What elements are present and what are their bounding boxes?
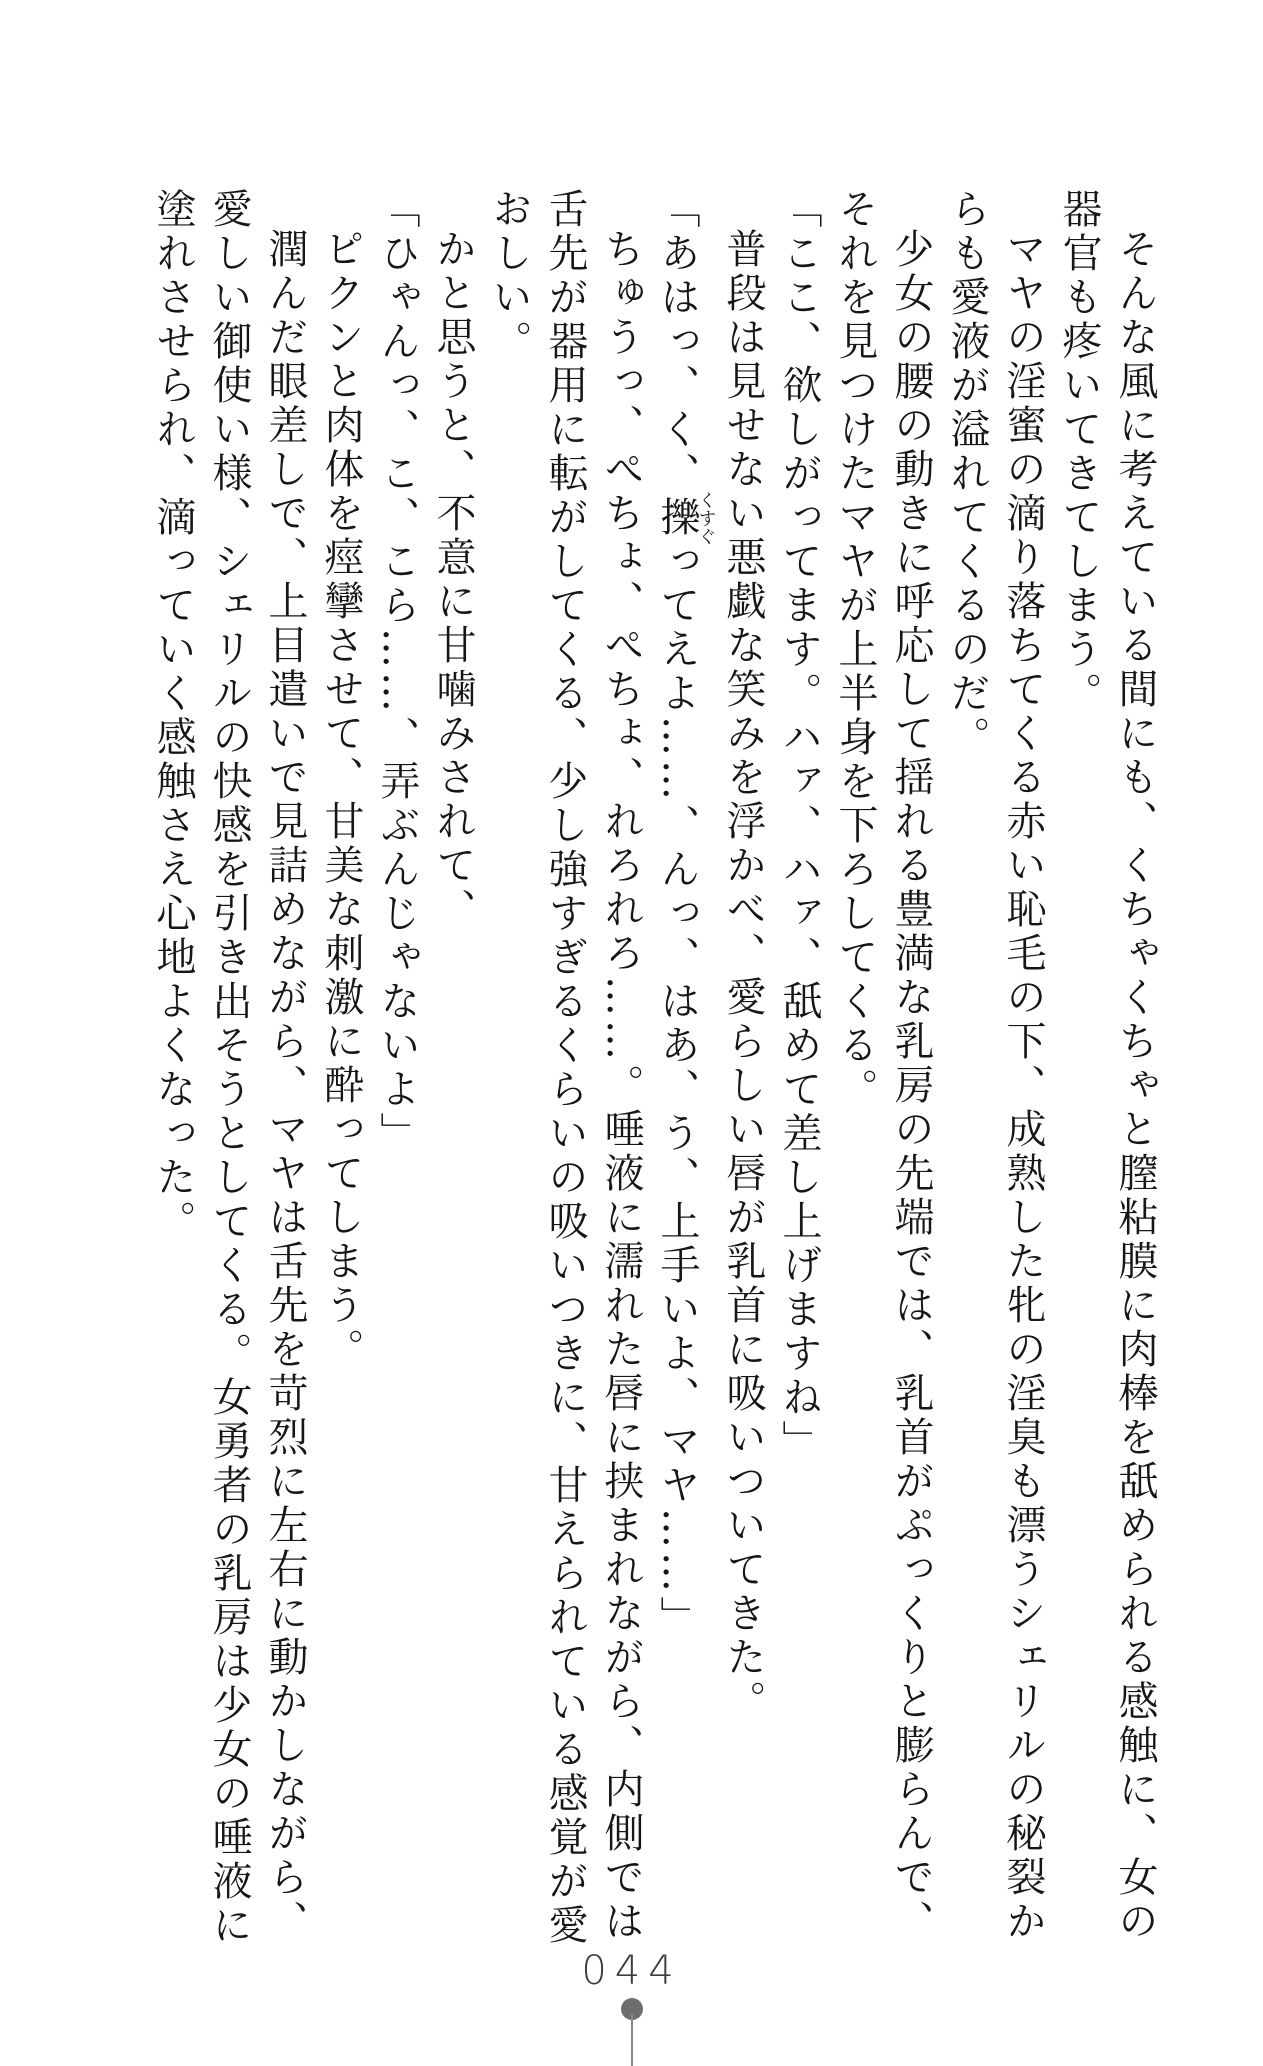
- paragraph-7: ちゅうっ、ぺちょ、ぺちょ、れろれろ……。唾液に濡れた唇に挟まれながら、内側では舌先が器用に転がしてくる、少し強すぎるくらいの吸いつきに、甘えられている感覚が愛おしい。: [486, 188, 644, 1948]
- paragraph-10: ピクンと肉体を痙攣させて、甘美な刺激に酔ってしまう。: [318, 228, 364, 1372]
- paragraph-11: 潤んだ眼差しで、上目遣いで見詰めながら、マヤは舌先を苛烈に左右に動かしながら、愛しい御使い様、シェリルの快感を引き出そうとしてくる。女勇者の乳房は少女の唾液に塗れさせられ、滴っていく感触さえ心地よくなった。: [150, 188, 308, 1948]
- paragraph-9: 「ひゃんっ、こ、こら……、弄ぶんじゃないよ」: [374, 188, 420, 1156]
- paragraph-8: かと思うと、不意に甘噛みされて、: [430, 228, 476, 932]
- paragraph-1: そんな風に考えている間にも、くちゃくちゃと膣粘膜に肉棒を舐められる感触に、女の器官も疼いてきてしまう。: [1056, 188, 1158, 1944]
- vertical-text-block: [145, 188, 1163, 1952]
- page-number: 044: [581, 1948, 682, 1994]
- paragraph-2: マヤの淫蜜の滴り落ちてくる赤い恥毛の下、成熟した牝の淫臭も漂うシェリルの秘裂からも愛液が溢れてくるのだ。: [944, 188, 1046, 1944]
- footer-ornament-line: [631, 2014, 633, 2066]
- paragraph-3: 少女の腰の動きに呼応して揺れる豊満な乳房の先端では、乳首がぷっくりと膨らんで、それを見つけたマヤが上半身を下ろしてくる。: [832, 188, 934, 1944]
- paragraph-5: 普段は見せない悪戯な笑みを浮かべ、愛らしい唇が乳首に吸いついてきた。: [720, 228, 766, 1724]
- paragraph-6: 「あはっ、く、擽くすぐってえよ……、んっ、はあ、う、上手いよ、マヤ……」: [654, 188, 717, 1640]
- ruby-annotated-text: 擽くすぐ: [654, 491, 717, 545]
- paragraph-4: 「ここ、欲しがってます。ハァ、ハァ、舐めて差し上げますね」: [776, 188, 822, 1464]
